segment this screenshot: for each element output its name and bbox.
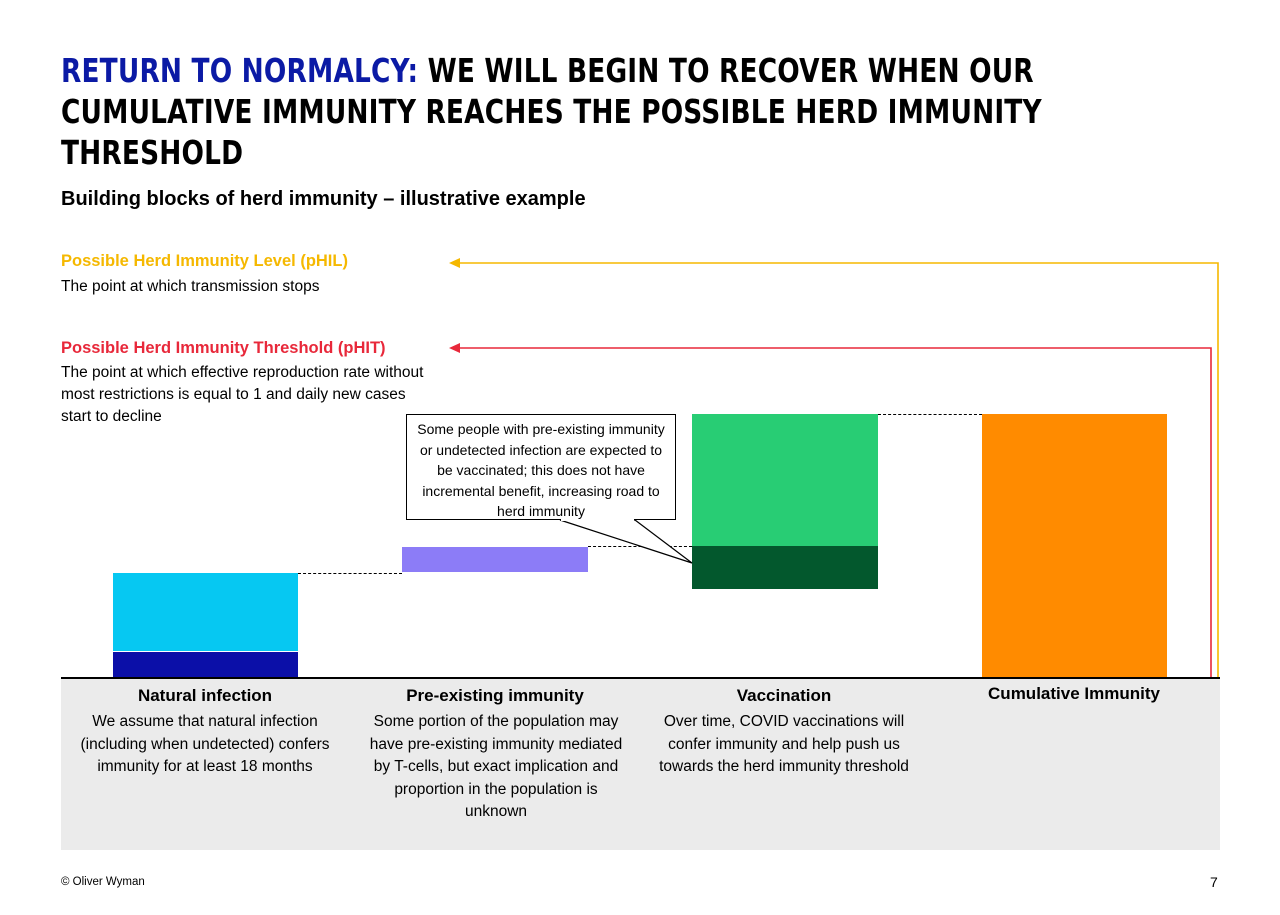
column-label-natural-infection: Natural infection xyxy=(137,686,273,705)
column-description-preexisting-immunity: Some portion of the population may have pre-existing immunity mediated by T-cells, but exact implication and proportion in the population is unknown xyxy=(369,713,623,820)
phil-description: The point at which transmission stops xyxy=(61,278,320,295)
phil-title: Possible Herd Immunity Level (pHIL) xyxy=(61,252,348,270)
title-rest: WE WILL BEGIN TO RECOVER WHEN OUR CUMULATIVE IMMUNITY REACHES THE POSSIBLE HERD IMMUNITY THRESHOLD xyxy=(61,51,1042,172)
phit-title: Possible Herd Immunity Threshold (pHIT) xyxy=(61,339,386,357)
column-label-vaccination: Vaccination xyxy=(736,686,832,705)
callout-box: Some people with pre-existing immunity or undetected infection are expected to be vaccinated; this does not have incremental benefit, increasing road to herd immunity xyxy=(406,414,676,520)
page-subtitle: Building blocks of herd immunity – illustrative example xyxy=(61,188,586,210)
title-highlight: RETURN TO NORMALCY: xyxy=(61,51,419,90)
column-label-preexisting-immunity: Pre-existing immunity xyxy=(406,686,584,705)
copyright: © Oliver Wyman xyxy=(61,876,145,888)
column-description-natural-infection: We assume that natural infection (including when undetected) confers immunity for at least 18 months xyxy=(80,713,330,775)
phit-description: The point at which effective reproduction rate without most restrictions is equal to 1 and daily new cases start to decline xyxy=(61,364,424,425)
page-number: 7 xyxy=(1210,874,1218,890)
column-description-vaccination: Over time, COVID vaccinations will confer immunity and help push us towards the herd immunity threshold xyxy=(659,713,909,775)
column-label-cumulative-immunity: Cumulative Immunity xyxy=(988,684,1160,703)
